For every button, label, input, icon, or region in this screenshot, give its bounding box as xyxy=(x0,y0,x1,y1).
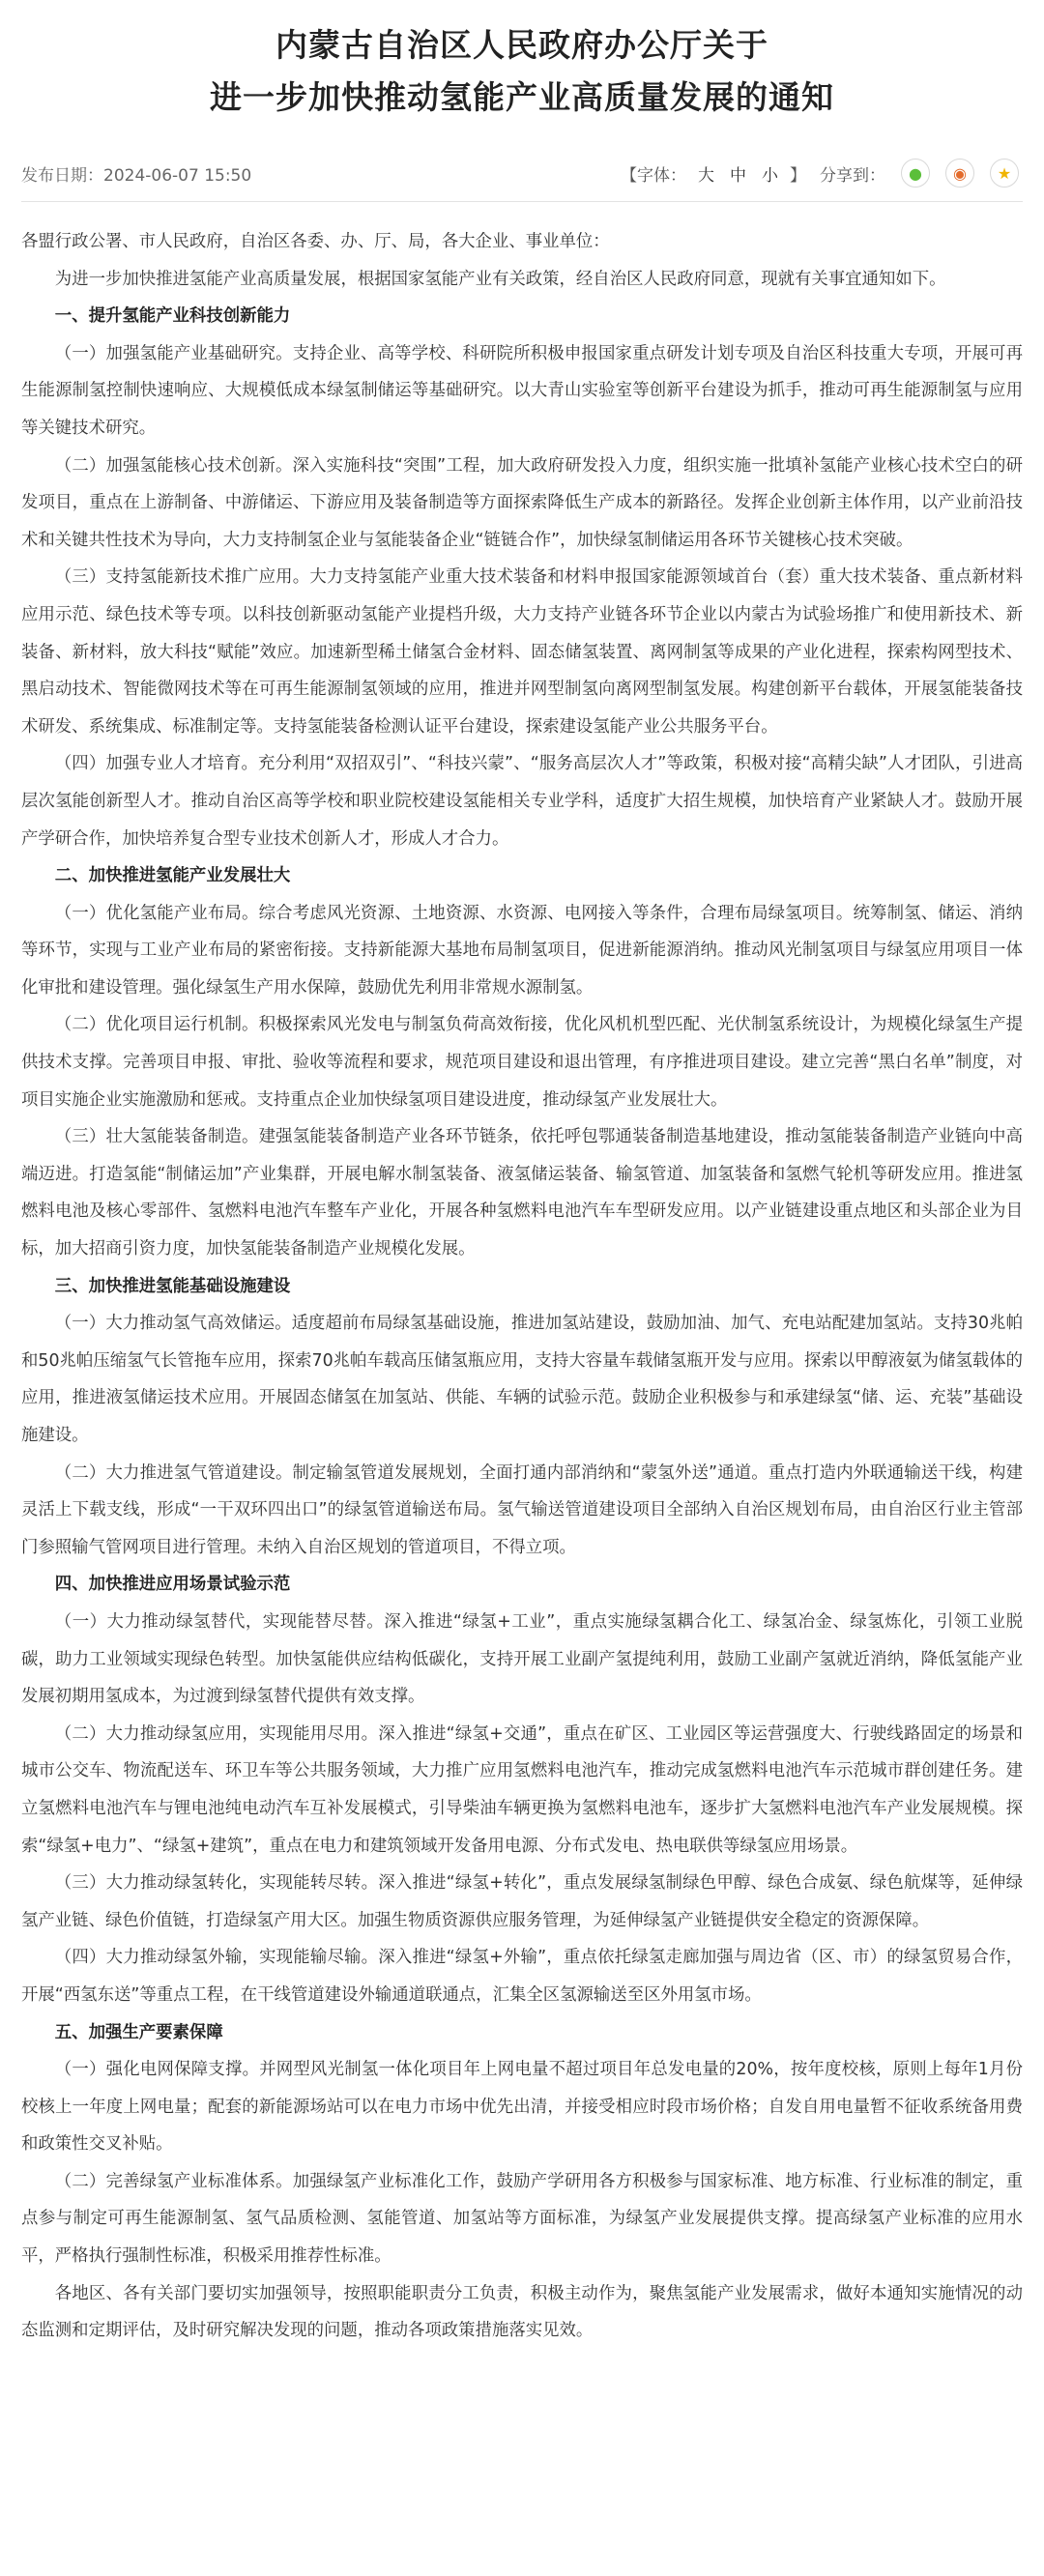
share-label: 分享到： xyxy=(820,165,885,186)
section-heading-4: 四、加快推进应用场景试验示范 xyxy=(54,1575,291,1595)
article-tools xyxy=(617,159,1023,188)
paragraph: （二）加强氢能核心技术创新。深入实施科技“突围”工程，加大政府研发投入力度，组织实施一批填补氢能产业核心技术空白的研发项目，重点在上游制备、中游储运、下游应用及装备制造等方面探索降低生产成本的新路径。发挥企业创新主体作用，以产业前沿技术和关键共性技术为导向，大力支持制氢企业与氢能装备企业“链链合作”，加快绿氢制储运用各环节关键核心技术突破。 xyxy=(21,455,1023,550)
article-body xyxy=(21,202,1023,2350)
star-icon[interactable]: ★ xyxy=(990,159,1019,188)
font-size-label-close: 】 xyxy=(790,165,806,186)
publish-date: 发布日期：2024-06-07 15:50 xyxy=(21,165,252,186)
article-meta-bar xyxy=(21,149,1023,202)
paragraph: （一）优化氢能产业布局。综合考虑风光资源、土地资源、水资源、电网接入等条件，合理布局绿氢项目。统筹制氢、储运、消纳等环节，实现与工业产业布局的紧密衔接。支持新能源大基地布局制氢项目，促进新能源消纳。推动风光制氢项目与绿氢应用项目一体化审批和建设管理。强化绿氢生产用水保障，鼓励优先利用非常规水源制氢。 xyxy=(21,903,1023,998)
font-size-label: 【字体： xyxy=(621,165,686,186)
paragraph: （二）完善绿氢产业标准体系。加强绿氢产业标准化工作，鼓励产学研用各方积极参与国家标准、地方标准、行业标准的制定，重点参与制定可再生能源制氢、氢气品质检测、氢能管道、加氢站等方面标准，为绿氢产业发展提供支撑。提高绿氢产业标准的应用水平，严格执行强制性标准，积极采用推荐性标准。 xyxy=(21,2171,1023,2267)
intro-paragraph: 为进一步加快推进氢能产业高质量发展，根据国家氢能产业有关政策，经自治区人民政府同意，现就有关事宜通知如下。 xyxy=(54,269,946,289)
article-title xyxy=(21,0,1023,124)
paragraph: （四）加强专业人才培育。充分利用“双招双引”、“科技兴蒙”、“服务高层次人才”等政策，积极对接“高精尖缺”人才团队，引进高层次氢能创新型人才。推动自治区高等学校和职业院校建设氢能相关专业学科，适度扩大招生规模，加快培育产业紧缺人才。鼓励开展产学研合作，加快培养复合型专业技术创新人才，形成人才合力。 xyxy=(21,754,1023,849)
section-heading-3: 三、加快推进氢能基础设施建设 xyxy=(54,1276,291,1296)
salutation: 各盟行政公署、市人民政府，自治区各委、办、厅、局，各大企业、事业单位： xyxy=(21,232,610,251)
paragraph: （二）优化项目运行机制。积极探索风光发电与制氢负荷高效衔接，优化风机机型匹配、光伏制氢系统设计，为规模化绿氢生产提供技术支撑。完善项目申报、审批、验收等流程和要求，规范项目建设和退出管理，有序推进项目建设。建立完善“黑白名单”制度，对项目实施企业实施激励和惩戒。支持重点企业加快绿氢项目建设进度，推动绿氢产业发展壮大。 xyxy=(21,1015,1023,1110)
paragraph: （三）壮大氢能装备制造。建强氢能装备制造产业各环节链条，依托呼包鄂通装备制造基地建设，推动氢能装备制造产业链向中高端迈进。打造氢能“制储运加”产业集群，开展电解水制氢装备、液氢储运装备、输氢管道、加氢装备和氢燃气轮机等研发应用。推进氢燃料电池及核心零部件、氢燃料电池汽车整车产业化，开展各种氢燃料电池汽车车型研发应用。以产业链建设重点地区和头部企业为目标，加大招商引资力度，加快氢能装备制造产业规模化发展。 xyxy=(21,1127,1023,1259)
font-size-large-button[interactable]: 大 xyxy=(698,165,714,186)
paragraph: （四）大力推动绿氢外输，实现能输尽输。深入推进“绿氢+外输”，重点依托绿氢走廊加强与周边省（区、市）的绿氢贸易合作，开展“西氢东送”等重点工程，在干线管道建设外输通道联通点，汇集全区氢源输送至区外用氢市场。 xyxy=(21,1948,1023,2005)
paragraph: （一）加强氢能产业基础研究。支持企业、高等学校、科研院所积极申报国家重点研发计划专项及自治区科技重大专项，开展可再生能源制氢控制快速响应、大规模低成本绿氢制储运等基础研究。以大青山实验室等创新平台建设为抓手，推动可再生能源制氢与应用等关键技术研究。 xyxy=(21,343,1023,438)
paragraph: （二）大力推动绿氢应用，实现能用尽用。深入推进“绿氢+交通”，重点在矿区、工业园区等运营强度大、行驶线路固定的场景和城市公交车、物流配送车、环卫车等公共服务领域，大力推广应用氢燃料电池汽车，推动完成氢燃料电池汽车示范城市群创建任务。建立氢燃料电池汽车与锂电池纯电动汽车互补发展模式，引导柴油车辆更换为氢燃料电池车，逐步扩大氢燃料电池汽车产业发展规模。探索“绿氢+电力”、“绿氢+建筑”，重点在电力和建筑领域开发备用电源、分布式发电、热电联供等绿氢应用场景。 xyxy=(21,1723,1023,1856)
font-size-small-button[interactable]: 小 xyxy=(762,165,778,186)
paragraph: （一）强化电网保障支撑。并网型风光制氢一体化项目年上网电量不超过项目年总发电量的20%，按年度校核，原则上每年1月份校核上一年度上网电量；配套的新能源场站可以在电力市场中优先出清，并接受相应时段市场价格；自发自用电量暂不征收系统备用费和政策性交叉补贴。 xyxy=(21,2060,1023,2155)
weibo-icon[interactable]: ◉ xyxy=(945,159,974,188)
title-line-1: 内蒙古自治区人民政府办公厅关于 xyxy=(276,26,768,64)
paragraph: （一）大力推动氢气高效储运。适度超前布局绿氢基础设施，推进加氢站建设，鼓励加油、加气、充电站配建加氢站。支持30兆帕和50兆帕压缩氢气长管拖车应用，探索70兆帕车载高压储氢瓶应用，支持大容量车载储氢瓶开发与应用。探索以甲醇液氨为储氢载体的应用，推进液氢储运技术应用。开展固态储氢在加氢站、供能、车辆的试验示范。鼓励企业积极参与和承建绿氢“储、运、充装”基础设施建设。 xyxy=(21,1314,1023,1445)
section-heading-2: 二、加快推进氢能产业发展壮大 xyxy=(54,866,291,886)
paragraph: （一）大力推动绿氢替代，实现能替尽替。深入推进“绿氢+工业”，重点实施绿氢耦合化工、绿氢冶金、绿氢炼化，引领工业脱碳，助力工业领域实现绿色转型。加快氢能供应结构低碳化，支持开展工业副产氢提纯利用，鼓励工业副产氢就近消纳，降低氢能产业发展初期用氢成本，为过渡到绿氢替代提供有效支撑。 xyxy=(21,1611,1023,1707)
closing-paragraph: 各地区、各有关部门要切实加强领导，按照职能职责分工负责，积极主动作为，聚焦氢能产业发展需求，做好本通知实施情况的动态监测和定期评估，及时研究解决发现的问题，推动各项政策措施落实见效。 xyxy=(21,2283,1023,2341)
paragraph: （二）大力推进氢气管道建设。制定输氢管道发展规划，全面打通内部消纳和“蒙氢外送”通道。重点打造内外联通输送干线，构建灵活上下载支线，形成“一干双环四出口”的绿氢管道输送布局。氢气输送管道建设项目全部纳入自治区规划布局，由自治区行业主管部门参照输气管网项目进行管理。未纳入自治区规划的管道项目，不得立项。 xyxy=(21,1462,1023,1557)
font-size-medium-button[interactable]: 中 xyxy=(730,165,746,186)
paragraph: （三）大力推动绿氢转化，实现能转尽转。深入推进“绿氢+转化”，重点发展绿氢制绿色甲醇、绿色合成氨、绿色航煤等，延伸绿氢产业链、绿色价值链，打造绿氢产用大区。加强生物质资源供应服务管理，为延伸绿氢产业链提供安全稳定的资源保障。 xyxy=(21,1873,1023,1930)
wechat-icon[interactable]: ● xyxy=(901,159,930,188)
paragraph: （三）支持氢能新技术推广应用。大力支持氢能产业重大技术装备和材料申报国家能源领域首台（套）重大技术装备、重点新材料应用示范、绿色技术等专项。以科技创新驱动氢能产业提档升级，大力支持产业链各环节企业以内蒙古为试验场推广和使用新技术、新装备、新材料，放大科技“赋能”效应。加速新型稀土储氢合金材料、固态储氢装置、离网制氢等成果的产业化进程，探索构网型技术、黑启动技术、智能微网技术等在可再生能源制氢领域的应用，推进并网型制氢向离网型制氢发展。构建创新平台载体，开展氢能装备技术研发、系统集成、标准制定等。支持氢能装备检测认证平台建设，探索建设氢能产业公共服务平台。 xyxy=(21,567,1023,737)
section-heading-5: 五、加强生产要素保障 xyxy=(54,2022,223,2042)
title-line-2: 进一步加快推动氢能产业高质量发展的通知 xyxy=(210,78,834,116)
section-heading-1: 一、提升氢能产业科技创新能力 xyxy=(54,306,291,327)
